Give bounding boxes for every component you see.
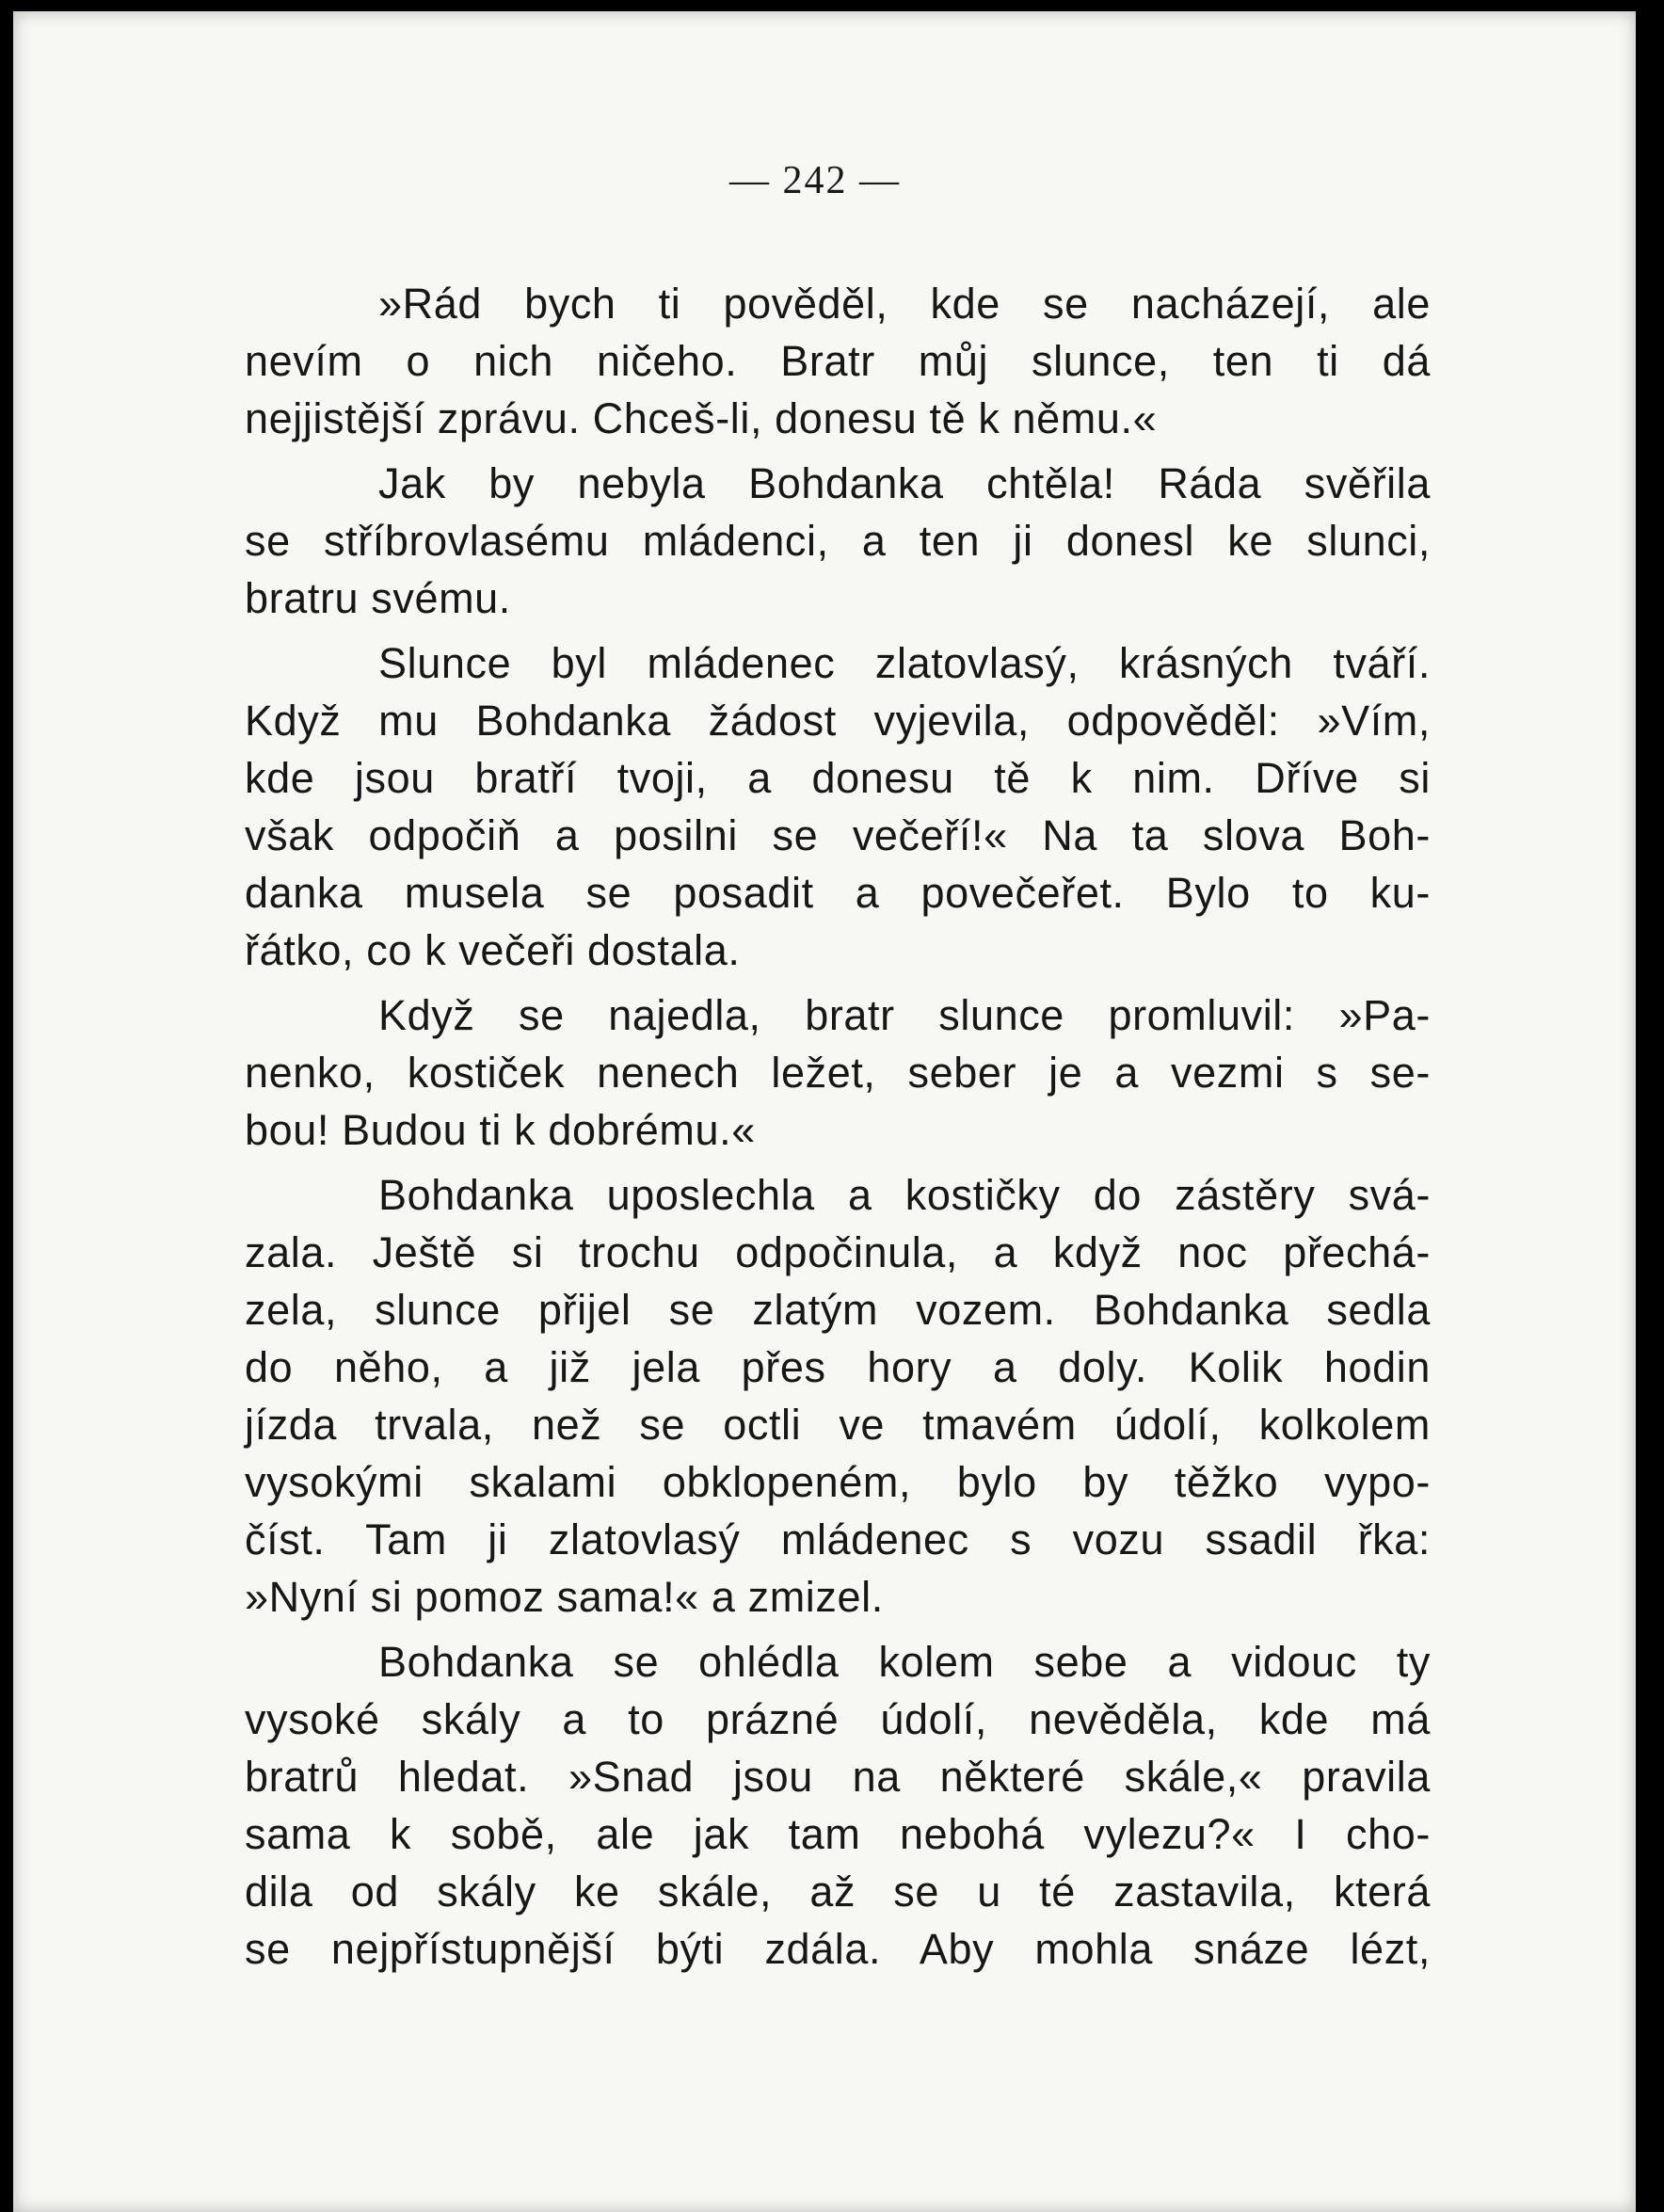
paragraph: [245, 634, 1431, 979]
paragraph: [245, 275, 1431, 447]
text-line: bratru svému.: [245, 574, 511, 622]
page-number: — 242 —: [729, 159, 901, 202]
paragraph: [245, 1166, 1431, 1626]
paragraph: [245, 986, 1431, 1159]
text-line: zela, slunce přijel se zlatým vozem. Bohdanka sedla: [245, 1286, 1431, 1334]
text-line: danka musela se posadit a povečeřet. Bylo to ku-: [245, 869, 1431, 917]
text-line: se nejpřístupnější býti zdála. Aby mohla snáze lézt,: [245, 1925, 1431, 1973]
text-line: sama k sobě, ale jak tam nebohá vylezu?« I cho-: [245, 1810, 1431, 1858]
text-line: nenko, kostiček nenech ležet, seber je a vezmi s se-: [245, 1049, 1431, 1097]
text-line: kde jsou bratří tvoji, a donesu tě k nim. Dříve si: [245, 754, 1431, 802]
text-line: Bohdanka uposlechla a kostičky do zástěry svá-: [378, 1171, 1431, 1219]
text-line: »Nyní si pomoz sama!« a zmizel.: [245, 1573, 884, 1621]
text-line: vysokými skalami obklopeném, bylo by těžko vypo-: [245, 1458, 1431, 1506]
text-line: do něho, a již jela přes hory a doly. Kolik hodin: [245, 1343, 1431, 1391]
text-line: Když mu Bohdanka žádost vyjevila, odpověděl: »Vím,: [245, 697, 1431, 745]
text-line: se stříbrovlasému mládenci, a ten ji donesl ke slunci,: [245, 517, 1431, 565]
text-line: zala. Ještě si trochu odpočinula, a když noc přechá-: [245, 1228, 1431, 1276]
text-line: dila od skály ke skále, až se u té zastavila, která: [245, 1867, 1431, 1915]
text-line: nevím o nich ničeho. Bratr můj slunce, ten ti dá: [245, 337, 1431, 385]
text-line: číst. Tam ji zlatovlasý mládenec s vozu ssadil řka:: [245, 1515, 1431, 1563]
text-line: Když se najedla, bratr slunce promluvil: »Pa-: [378, 991, 1431, 1039]
text-line: Slunce byl mládenec zlatovlasý, krásných tváří.: [378, 639, 1431, 687]
text-line: »Rád bych ti pověděl, kde se nacházejí, ale: [378, 280, 1431, 328]
text-line: bou! Budou ti k dobrému.«: [245, 1106, 756, 1154]
paragraph: [245, 1633, 1431, 1978]
text-line: Bohdanka se ohlédla kolem sebe a vidouc ty: [378, 1638, 1431, 1686]
text-line: Jak by nebyla Bohdanka chtěla! Ráda svěřila: [378, 459, 1431, 507]
text-line: řátko, co k večeři dostala.: [245, 926, 741, 974]
text-line: bratrů hledat. »Snad jsou na některé skále,« pravila: [245, 1753, 1431, 1801]
text-line: jízda trvala, než se octli ve tmavém údolí, kolkolem: [245, 1401, 1431, 1449]
text-line: vysoké skály a to prázné údolí, nevěděla, kde má: [245, 1695, 1431, 1743]
body-text: [245, 275, 1431, 1978]
text-line: nejjistější zprávu. Chceš-li, donesu tě k němu.«: [245, 394, 1158, 442]
paragraph: [245, 455, 1431, 627]
text-line: však odpočiň a posilni se večeří!« Na ta slova Boh-: [245, 811, 1431, 859]
